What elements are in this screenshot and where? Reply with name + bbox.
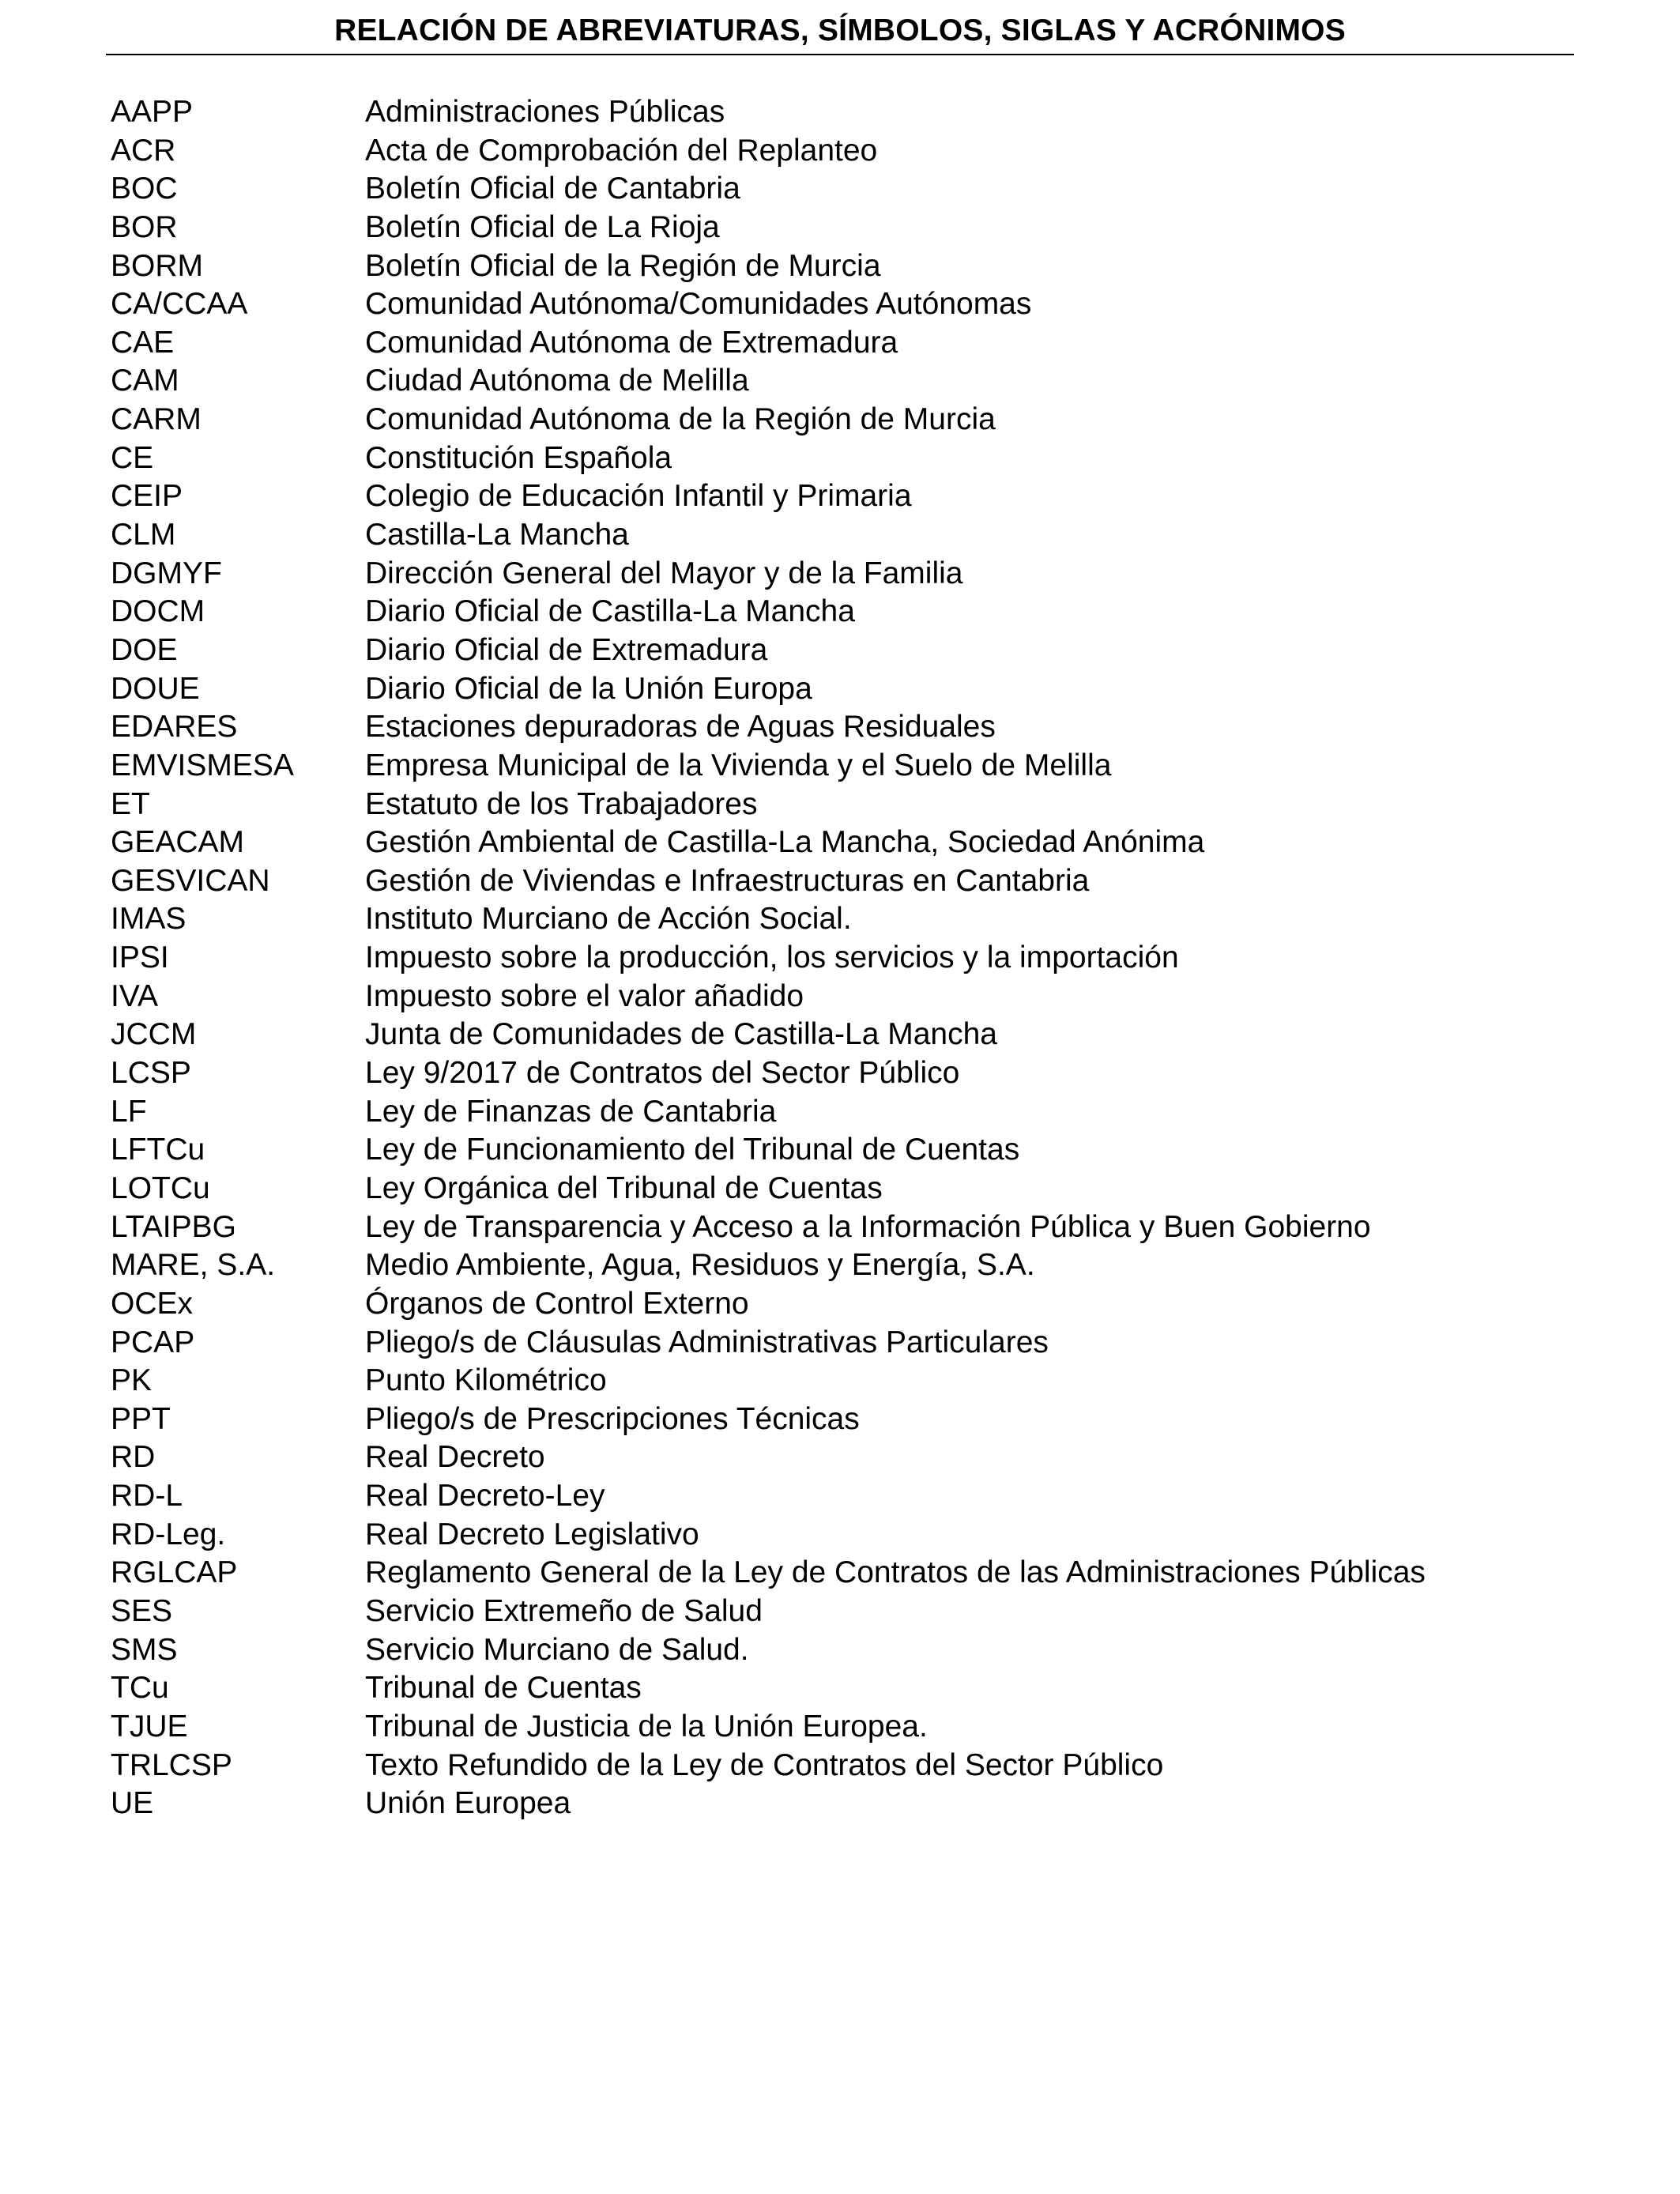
list-item xyxy=(111,93,1659,132)
abbreviation-term: TCu xyxy=(111,1671,169,1706)
list-item xyxy=(111,1246,1659,1285)
abbreviation-term: CLM xyxy=(111,518,176,552)
abbreviation-term: UE xyxy=(111,1786,154,1821)
list-item xyxy=(111,1785,1659,1823)
abbreviation-term: JCCM xyxy=(111,1017,197,1052)
abbreviation-meaning: Reglamento General de la Ley de Contratos de las Administraciones Públicas xyxy=(365,1555,1426,1590)
abbreviation-term: AAPP xyxy=(111,95,194,129)
abbreviation-term: CA/CCAA xyxy=(111,287,248,322)
abbreviation-term: IVA xyxy=(111,978,158,1013)
list-item xyxy=(111,1054,1659,1093)
abbreviation-meaning: Punto Kilométrico xyxy=(365,1363,607,1398)
abbreviation-meaning: Real Decreto-Ley xyxy=(365,1479,605,1514)
list-item xyxy=(111,1708,1659,1747)
abbreviation-term: CEIP xyxy=(111,479,183,514)
list-item xyxy=(111,1631,1659,1670)
list-item xyxy=(111,593,1659,631)
abbreviation-meaning: Gestión Ambiental de Castilla-La Mancha, Sociedad Anónima xyxy=(365,825,1205,860)
list-item xyxy=(111,247,1659,286)
abbreviation-term: GESVICAN xyxy=(111,863,270,898)
list-item xyxy=(111,978,1659,1016)
abbreviation-meaning: Impuesto sobre la producción, los servicios y la importación xyxy=(365,941,1179,975)
abbreviation-meaning: Pliego/s de Prescripciones Técnicas xyxy=(365,1401,860,1436)
abbreviation-meaning: Dirección General del Mayor y de la Familia xyxy=(365,556,963,590)
abbreviation-meaning: Junta de Comunidades de Castilla-La Mancha xyxy=(365,1017,997,1052)
abbreviation-term: CAM xyxy=(111,364,179,398)
abbreviation-term: LTAIPBG xyxy=(111,1209,236,1244)
list-item xyxy=(111,516,1659,555)
abbreviation-meaning: Estaciones depuradoras de Aguas Residuales xyxy=(365,710,996,745)
list-item xyxy=(111,1669,1659,1708)
abbreviation-meaning: Ley 9/2017 de Contratos del Sector Público xyxy=(365,1056,960,1091)
abbreviation-term: CARM xyxy=(111,402,202,437)
abbreviation-meaning: Órganos de Control Externo xyxy=(365,1286,749,1321)
abbreviation-term: SMS xyxy=(111,1632,178,1667)
abbreviation-term: RGLCAP xyxy=(111,1555,238,1590)
abbreviation-meaning: Constitución Española xyxy=(365,440,672,475)
list-item xyxy=(111,1400,1659,1439)
abbreviation-term: TJUE xyxy=(111,1709,188,1744)
list-item xyxy=(111,1093,1659,1132)
abbreviation-meaning: Instituto Murciano de Acción Social. xyxy=(365,902,852,937)
abbreviation-list xyxy=(111,93,1659,1823)
list-item xyxy=(111,862,1659,901)
list-item xyxy=(111,1438,1659,1477)
list-item xyxy=(111,1593,1659,1631)
abbreviation-term: BOR xyxy=(111,209,178,244)
abbreviation-term: RD-L xyxy=(111,1479,183,1514)
abbreviation-meaning: Comunidad Autónoma de Extremadura xyxy=(365,325,898,360)
abbreviation-meaning: Administraciones Públicas xyxy=(365,95,725,129)
abbreviation-term: TRLCSP xyxy=(111,1747,232,1782)
abbreviation-term: PPT xyxy=(111,1401,171,1436)
list-item xyxy=(111,1747,1659,1785)
abbreviation-meaning: Gestión de Viviendas e Infraestructuras en Cantabria xyxy=(365,863,1090,898)
list-item xyxy=(111,1131,1659,1170)
abbreviation-term: SES xyxy=(111,1593,173,1628)
abbreviation-meaning: Comunidad Autónoma/Comunidades Autónomas xyxy=(365,287,1032,322)
abbreviation-meaning: Boletín Oficial de La Rioja xyxy=(365,209,720,244)
abbreviation-meaning: Ciudad Autónoma de Melilla xyxy=(365,364,749,398)
abbreviation-term: MARE, S.A. xyxy=(111,1248,276,1283)
abbreviation-meaning: Acta de Comprobación del Replanteo xyxy=(365,133,878,168)
list-item xyxy=(111,786,1659,824)
abbreviation-term: IPSI xyxy=(111,941,169,975)
list-item xyxy=(111,824,1659,862)
abbreviation-meaning: Boletín Oficial de la Región de Murcia xyxy=(365,248,881,283)
abbreviation-meaning: Real Decreto Legislativo xyxy=(365,1517,699,1551)
abbreviation-term: DOCM xyxy=(111,594,205,629)
list-item xyxy=(111,631,1659,670)
abbreviation-term: DOE xyxy=(111,632,178,667)
list-item xyxy=(111,170,1659,209)
title-underline xyxy=(106,54,1574,55)
abbreviation-meaning: Comunidad Autónoma de la Región de Murcia xyxy=(365,402,996,437)
list-item xyxy=(111,1170,1659,1208)
abbreviation-meaning: Ley de Funcionamiento del Tribunal de Cuentas xyxy=(365,1133,1020,1167)
abbreviation-meaning: Colegio de Educación Infantil y Primaria xyxy=(365,479,912,514)
list-item xyxy=(111,285,1659,324)
list-item xyxy=(111,1554,1659,1593)
list-item xyxy=(111,900,1659,939)
abbreviation-meaning: Ley de Transparencia y Acceso a la Información Pública y Buen Gobierno xyxy=(365,1209,1371,1244)
abbreviation-meaning: Boletín Oficial de Cantabria xyxy=(365,172,740,206)
abbreviation-term: ET xyxy=(111,786,150,821)
abbreviation-meaning: Pliego/s de Cláusulas Administrativas Particulares xyxy=(365,1325,1049,1359)
list-item xyxy=(111,132,1659,171)
abbreviation-term: CAE xyxy=(111,325,175,360)
abbreviation-meaning: Medio Ambiente, Agua, Residuos y Energía, S.A. xyxy=(365,1248,1035,1283)
abbreviation-term: LOTCu xyxy=(111,1171,210,1205)
abbreviation-term: DOUE xyxy=(111,671,200,706)
abbreviation-term: EMVISMESA xyxy=(111,748,294,782)
page-title: RELACIÓN DE ABREVIATURAS, SÍMBOLOS, SIGLAS Y ACRÓNIMOS xyxy=(334,13,1346,47)
abbreviation-meaning: Tribunal de Cuentas xyxy=(365,1671,642,1706)
list-item xyxy=(111,747,1659,786)
abbreviation-meaning: Ley Orgánica del Tribunal de Cuentas xyxy=(365,1171,883,1205)
abbreviation-term: LCSP xyxy=(111,1056,191,1091)
abbreviation-meaning: Diario Oficial de la Unión Europa xyxy=(365,671,812,706)
list-item xyxy=(111,1208,1659,1247)
abbreviation-term: EDARES xyxy=(111,710,238,745)
abbreviation-meaning: Unión Europea xyxy=(365,1786,571,1821)
abbreviation-term: LFTCu xyxy=(111,1133,205,1167)
list-item xyxy=(111,1285,1659,1324)
abbreviation-meaning: Servicio Murciano de Salud. xyxy=(365,1632,749,1667)
list-item xyxy=(111,670,1659,709)
abbreviation-term: BORM xyxy=(111,248,203,283)
list-item xyxy=(111,939,1659,978)
abbreviation-term: LF xyxy=(111,1094,147,1129)
abbreviation-term: PK xyxy=(111,1363,153,1398)
abbreviation-meaning: Servicio Extremeño de Salud xyxy=(365,1593,763,1628)
list-item xyxy=(111,1016,1659,1054)
list-item xyxy=(111,477,1659,516)
abbreviation-meaning: Ley de Finanzas de Cantabria xyxy=(365,1094,777,1129)
list-item xyxy=(111,439,1659,478)
list-item xyxy=(111,209,1659,247)
abbreviation-meaning: Texto Refundido de la Ley de Contratos del Sector Público xyxy=(365,1747,1164,1782)
list-item xyxy=(111,708,1659,747)
abbreviation-meaning: Real Decreto xyxy=(365,1440,545,1475)
abbreviation-term: GEACAM xyxy=(111,825,245,860)
abbreviation-term: RD-Leg. xyxy=(111,1517,226,1551)
abbreviation-term: IMAS xyxy=(111,902,186,937)
abbreviation-meaning: Tribunal de Justicia de la Unión Europea. xyxy=(365,1709,928,1744)
abbreviation-meaning: Empresa Municipal de la Vivienda y el Suelo de Melilla xyxy=(365,748,1112,782)
abbreviation-meaning: Estatuto de los Trabajadores xyxy=(365,786,758,821)
list-item xyxy=(111,1516,1659,1555)
list-item xyxy=(111,362,1659,401)
abbreviation-term: OCEx xyxy=(111,1286,194,1321)
abbreviation-meaning: Impuesto sobre el valor añadido xyxy=(365,978,804,1013)
list-item xyxy=(111,1477,1659,1516)
list-item xyxy=(111,401,1659,439)
abbreviation-term: PCAP xyxy=(111,1325,195,1359)
abbreviation-meaning: Castilla-La Mancha xyxy=(365,518,629,552)
abbreviation-meaning: Diario Oficial de Extremadura xyxy=(365,632,768,667)
list-item xyxy=(111,324,1659,363)
list-item xyxy=(111,1362,1659,1400)
list-item xyxy=(111,1324,1659,1363)
abbreviation-term: BOC xyxy=(111,172,178,206)
abbreviation-term: CE xyxy=(111,440,154,475)
abbreviation-term: RD xyxy=(111,1440,156,1475)
abbreviation-term: ACR xyxy=(111,133,176,168)
list-item xyxy=(111,555,1659,594)
abbreviation-meaning: Diario Oficial de Castilla-La Mancha xyxy=(365,594,855,629)
abbreviation-term: DGMYF xyxy=(111,556,222,590)
